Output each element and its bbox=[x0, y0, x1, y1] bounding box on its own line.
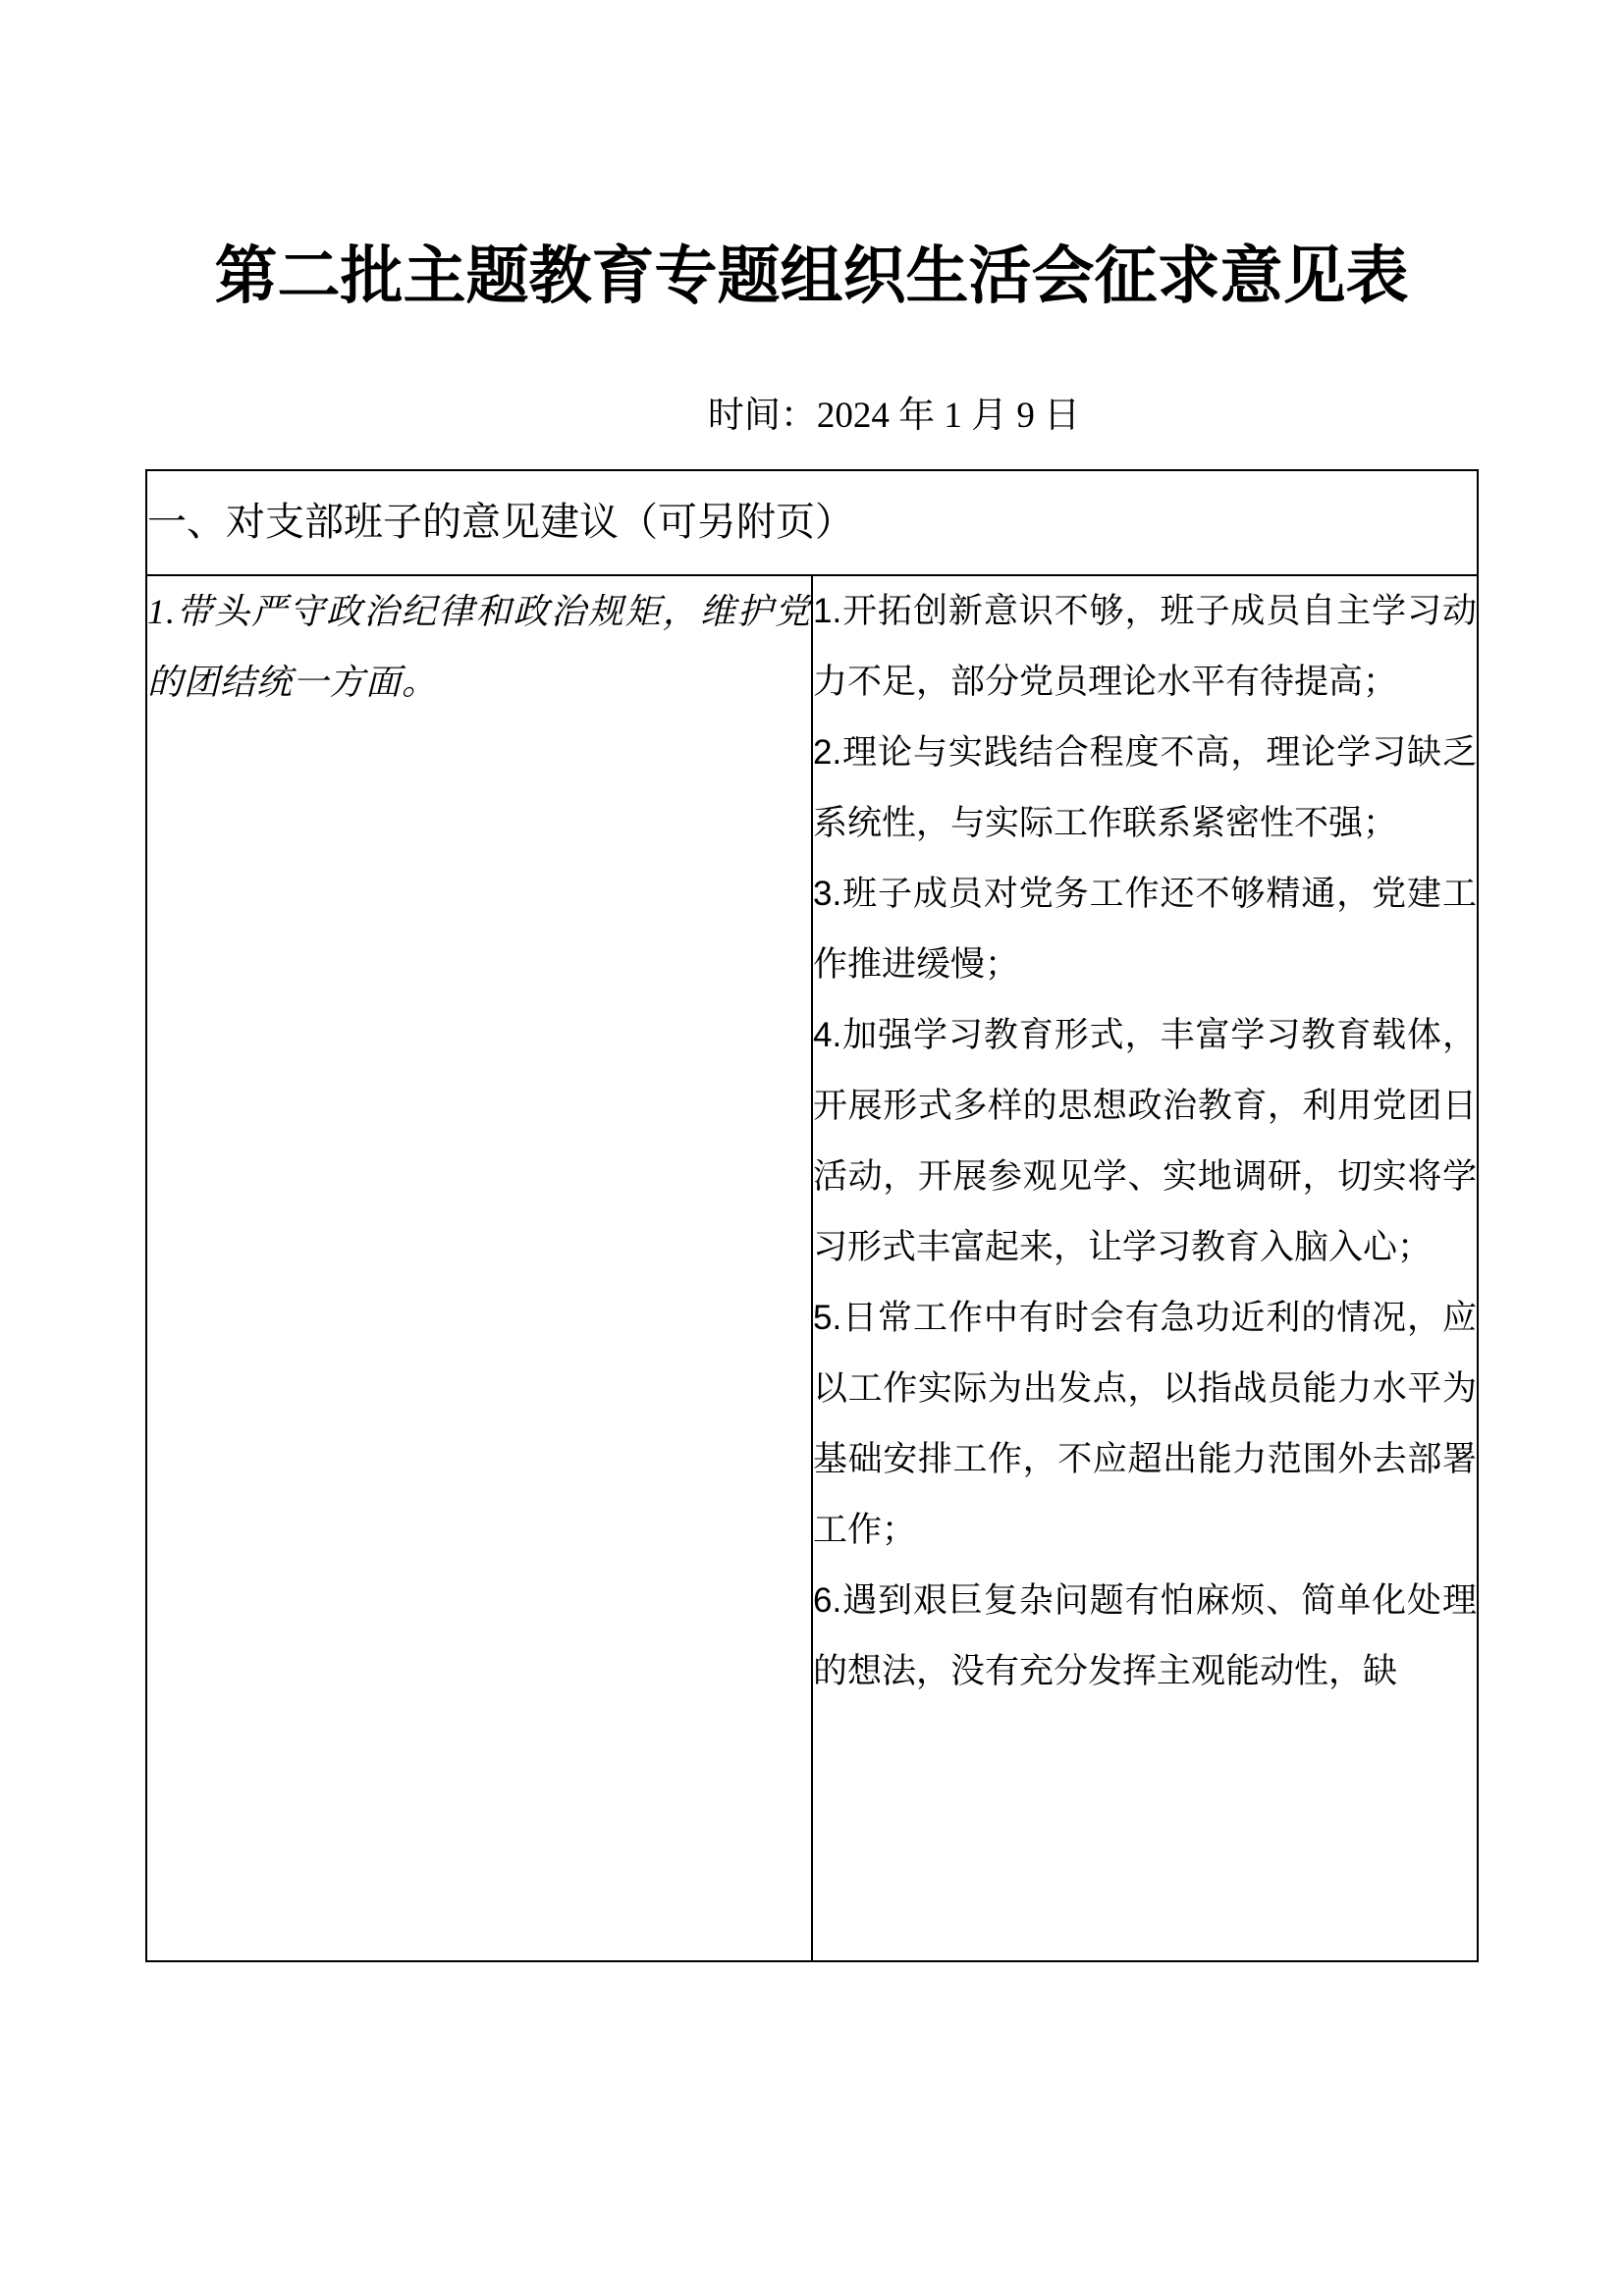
list-item: 4.加强学习教育形式，丰富学习教育载体，开展形式多样的思想政治教育，利用党团日活动，开展参观见学、实地调研，切实将学习形式丰富起来，让学习教育入脑入心； bbox=[813, 1016, 1477, 1266]
list-item: 3.班子成员对党务工作还不够精通，党建工作推进缓慢； bbox=[813, 875, 1477, 984]
list-item: 5.日常工作中有时会有急功近利的情况，应以工作实际为出发点，以指战员能力水平为基础安排工作，不应超出能力范围外去部署工作； bbox=[813, 1299, 1477, 1549]
topic-cell bbox=[146, 575, 812, 1961]
table-header-row bbox=[146, 470, 1478, 575]
list-item: 6.遇到艰巨复杂问题有怕麻烦、简单化处理的想法，没有充分发挥主观能动性，缺 bbox=[813, 1581, 1477, 1690]
topic-text: 1.带头严守政治纪律和政治规矩，维护党的团结统一方面。 bbox=[147, 592, 811, 702]
section-heading-cell bbox=[146, 470, 1478, 575]
table-row bbox=[146, 575, 1478, 1961]
comments-list bbox=[813, 576, 1477, 1707]
page-title: 第二批主题教育专题组织生活会征求意见表 bbox=[214, 240, 1409, 311]
comments-cell bbox=[812, 575, 1478, 1961]
meeting-date-line: 时间：2024 年 1 月 9 日 bbox=[707, 396, 1081, 436]
list-item: 2.理论与实践结合程度不高，理论学习缺乏系统性，与实际工作联系紧密性不强； bbox=[813, 733, 1477, 842]
list-item: 1.开拓创新意识不够，班子成员自主学习动力不足，部分党员理论水平有待提高； bbox=[813, 592, 1477, 701]
opinion-table bbox=[145, 469, 1479, 1962]
section-heading-text: 一、对支部班子的意见建议（可另附页） bbox=[147, 501, 854, 544]
